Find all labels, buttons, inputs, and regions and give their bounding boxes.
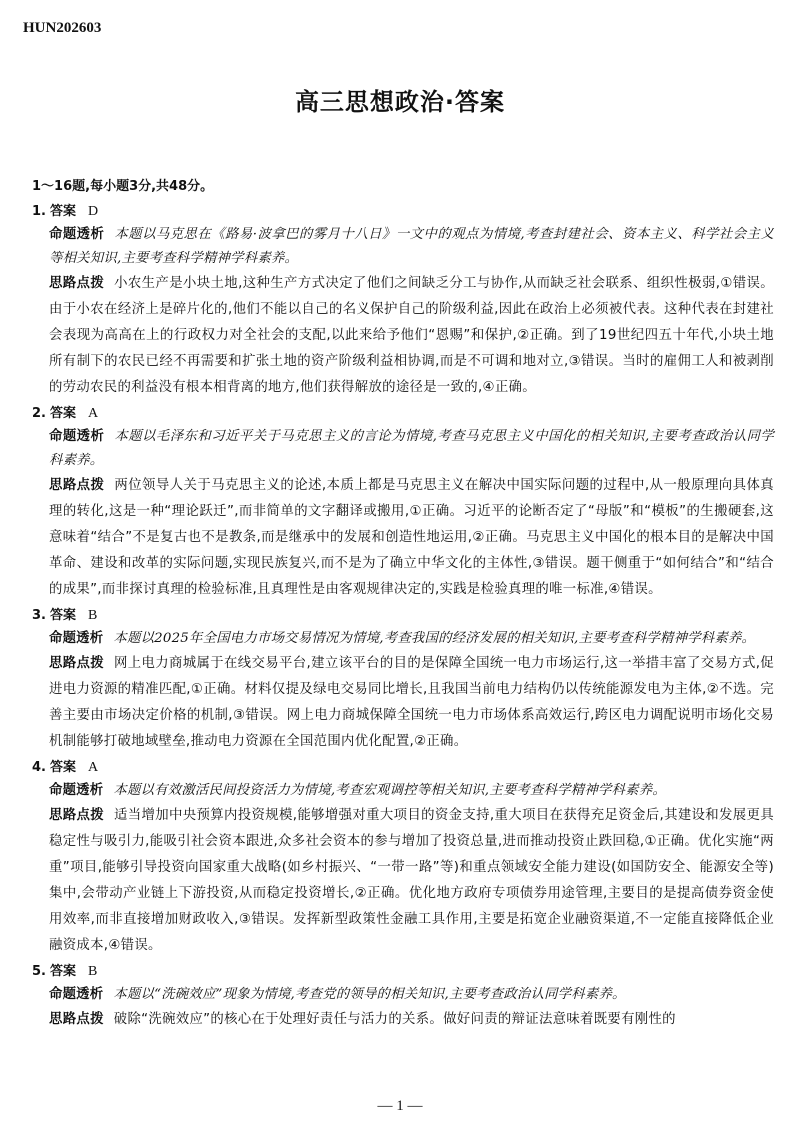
answer-label: 答案 [49, 406, 76, 421]
tips-label: 思路点拨 [49, 1012, 104, 1027]
tips-block [49, 271, 774, 401]
analysis-text: 本题以毛泽东和习近平关于马克思主义的言论为情境,考查马克思主义中国化的相关知识,主要考查政治认同学科素养。 [49, 429, 774, 468]
tips-label: 思路点拨 [49, 276, 105, 291]
analysis-block [49, 779, 774, 803]
answer-value: A [88, 760, 99, 775]
analysis-text: 本题以有效激活民间投资活力为情境,考查宏观调控等相关知识,主要考查科学精神学科素养。 [113, 783, 666, 798]
tips-text: 网上电力商城属于在线交易平台,建立该平台的目的是保障全国统一电力市场运行,这一举措丰富了交易方式,促进电力资源的精准匹配,①正确。材料仅提及绿电交易同比增长,且我国当前电力结构仍以传统能源发电为主体,②不选。完善主要由市场决定价格的机制,③错误。网上电力商城保障全国统一电力市场体系高效运行,跨区电力调配说明市场化交易机制能够打破地域壁垒,推动电力资源在全国范围内优化配置,②正确。 [49, 656, 774, 749]
analysis-text: 本题以“洗碗效应”现象为情境,考查党的领导的相关知识,主要考查政治认同学科素养。 [113, 987, 626, 1002]
answer-content [32, 176, 774, 1035]
tips-block [49, 803, 774, 959]
answer-label: 答案 [49, 608, 76, 623]
tips-text: 破除“洗碗效应”的核心在于处理好责任与活力的关系。做好问责的辩证法意味着既要有刚性的 [113, 1012, 676, 1027]
answer-label: 答案 [49, 760, 76, 775]
analysis-label: 命题透析 [49, 987, 104, 1002]
question-1 [32, 201, 774, 401]
tips-block [49, 473, 774, 603]
answer-value: B [88, 608, 98, 623]
analysis-text: 本题以马克思在《路易·波拿巴的雾月十八日》一文中的观点为情境,考查封建社会、资本主义、科学社会主义等相关知识,主要考查科学精神学科素养。 [49, 227, 774, 266]
tips-label: 思路点拨 [49, 808, 104, 823]
question-number: 3. [32, 608, 46, 623]
answer-line [32, 605, 774, 627]
question-2 [32, 403, 774, 603]
tips-text: 适当增加中央预算内投资规模,能够增强对重大项目的资金支持,重大项目在获得充足资金后,其建设和发展更具稳定性与吸引力,能吸引社会资本跟进,众多社会资本的参与增加了投资总量,进而推动投资止跌回稳,①正确。优化实施“两重”项目,能够引导投资向国家重大战略(如乡村振兴、“一带一路”等)和重点领域安全能力建设(如国防安全、能源安全等)集中,会带动产业链上下游投资,从而稳定投资增长,②正确。优化地方政府专项债券用途管理,主要目的是提高债券资金使用效率,而非直接增加财政收入,③错误。发挥新型政策性金融工具作用,主要是拓宽企业融资渠道,不一定能直接降低企业融资成本,④错误。 [49, 808, 774, 953]
answer-line [32, 961, 774, 983]
answer-label: 答案 [49, 204, 76, 219]
tips-block [49, 651, 774, 755]
answer-value: D [88, 204, 99, 219]
analysis-label: 命题透析 [49, 227, 105, 242]
page-number: — 1 — [377, 1098, 423, 1114]
analysis-label: 命题透析 [49, 631, 104, 646]
page-title: 高三思想政治·答案 [294, 88, 506, 116]
tips-block [49, 1007, 774, 1033]
tips-text: 小农生产是小块土地,这种生产方式决定了他们之间缺乏分工与协作,从而缺乏社会联系、组织性极弱,①错误。由于小农在经济上是碎片化的,他们不能以自己的名义保护自己的阶级利益,因此在政治上必须被代表。这种代表在封建社会表现为高高在上的行政权力对全社会的支配,以此来给予他们“恩赐”和保护,②正确。到了19世纪四五十年代,小块土地所有制下的农民已经不再需要和扩张土地的资产阶级利益相协调,而是不可调和地对立,③错误。当时的雇佣工人和被剥削的劳动农民的利益没有根本相背离的地方,他们获得解放的途径是一致的,④正确。 [49, 276, 774, 395]
question-number: 1. [32, 204, 46, 219]
question-number: 4. [32, 760, 46, 775]
answer-value: B [88, 964, 98, 979]
intro-line: 1～16题,每小题3分,共48分。 [32, 179, 214, 194]
question-number: 2. [32, 406, 46, 421]
analysis-label: 命题透析 [49, 783, 104, 798]
answer-value: A [88, 406, 99, 421]
answer-line [32, 757, 774, 779]
analysis-block [49, 223, 774, 271]
question-number: 5. [32, 964, 46, 979]
tips-label: 思路点拨 [49, 478, 105, 493]
analysis-block [49, 983, 774, 1007]
answer-line [32, 403, 774, 425]
question-3 [32, 605, 774, 755]
answer-line [32, 201, 774, 223]
tips-label: 思路点拨 [49, 656, 104, 671]
analysis-block [49, 627, 774, 651]
tips-text: 两位领导人关于马克思主义的论述,本质上都是马克思主义在解决中国实际问题的过程中,从一般原理向具体真理的转化,这是一种“理论跃迁”,而非简单的文字翻译或搬用,①正确。习近平的论断否定了“母版”和“模板”的生搬硬套,这意味着“结合”不是复古也不是教条,而是继承中的发展和创造性地运用,②正确。马克思主义中国化的根本目的是解决中国革命、建设和改革的实际问题,实现民族复兴,而不是为了确立中华文化的主体性,③错误。题干侧重于“如何结合”和“结合的成果”,而非探讨真理的检验标准,且真理性是由客观规律决定的,实践是检验真理的唯一标准,④错误。 [49, 478, 774, 597]
analysis-text: 本题以2025年全国电力市场交易情况为情境,考查我国的经济发展的相关知识,主要考查科学精神学科素养。 [113, 631, 756, 646]
question-5 [32, 961, 774, 1033]
document-code: HUN202603 [23, 20, 102, 36]
question-4 [32, 757, 774, 959]
analysis-block [49, 425, 774, 473]
analysis-label: 命题透析 [49, 429, 105, 444]
answer-label: 答案 [49, 964, 76, 979]
